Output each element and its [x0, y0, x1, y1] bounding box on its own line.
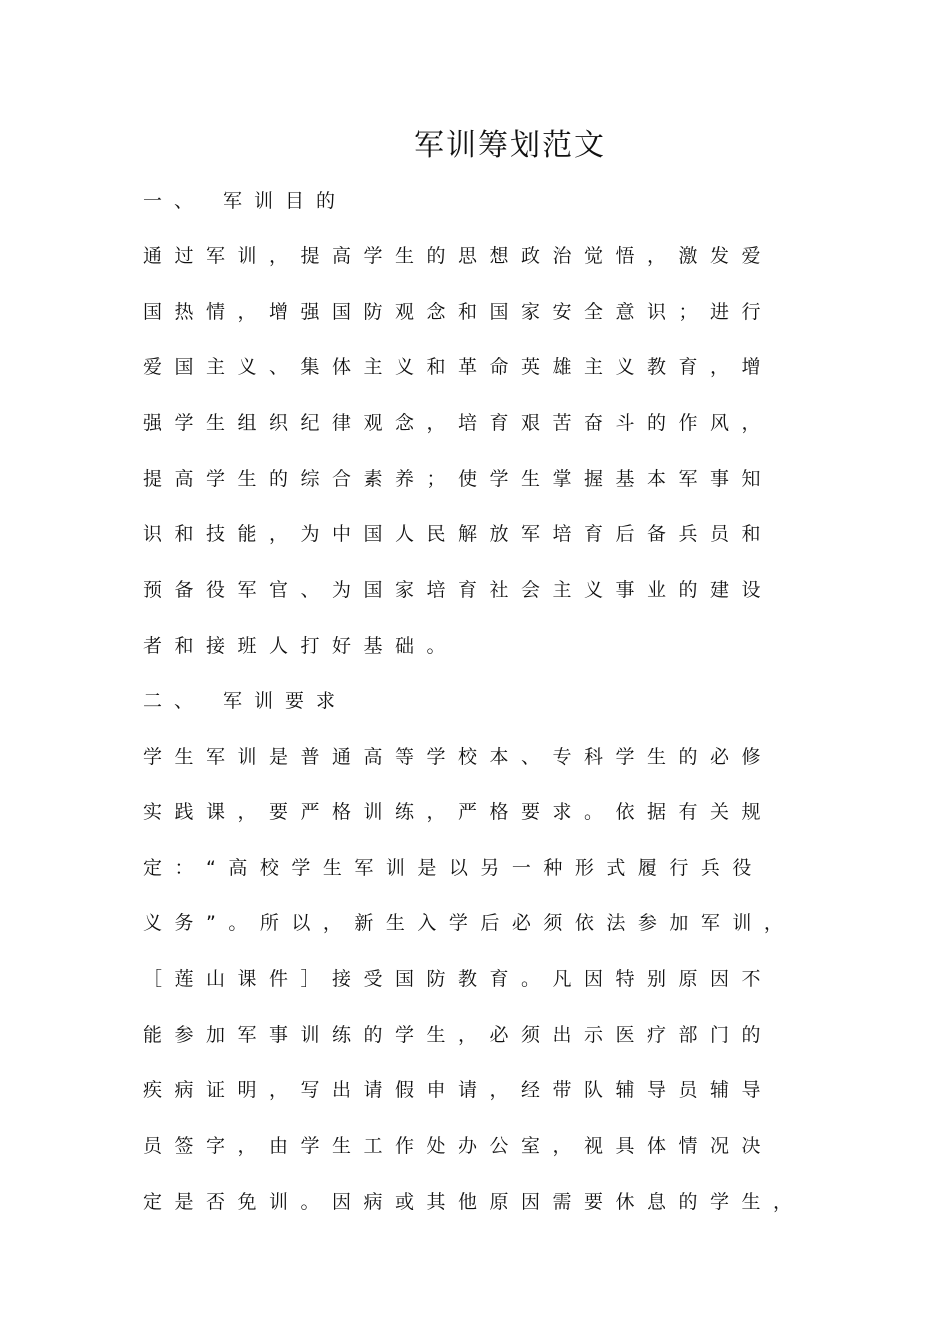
paragraph-line: 识和技能，为中国人民解放军培育后备兵员和 — [143, 523, 774, 545]
paragraph-line: 能参加军事训练的学生，必须出示医疗部门的 — [143, 1024, 774, 1046]
paragraph-line: 提高学生的综合素养；使学生掌握基本军事知 — [143, 468, 774, 490]
paragraph-line: 员签字，由学生工作处办公室，视具体情况决 — [143, 1135, 774, 1157]
paragraph-line: 定是否免训。因病或其他原因需要休息的学生， — [143, 1191, 805, 1213]
section-heading-2: 二、 军训要求 — [143, 690, 348, 712]
paragraph-line: 疾病证明，写出请假申请，经带队辅导员辅导 — [143, 1079, 774, 1101]
document-title: 军训筹划范文 — [414, 128, 606, 163]
paragraph-line: 学生军训是普通高等学校本、专科学生的必修 — [143, 746, 774, 768]
paragraph-line: 义务”。所以，新生入学后必须依法参加军训， — [143, 912, 796, 934]
paragraph-line: 爱国主义、集体主义和革命英雄主义教育，增 — [143, 356, 774, 378]
paragraph-line: 实践课，要严格训练，严格要求。依据有关规 — [143, 801, 774, 823]
paragraph-line: 通过军训，提高学生的思想政治觉悟，激发爱 — [143, 245, 774, 267]
paragraph-line: ［莲山课件］接受国防教育。凡因特别原因不 — [143, 968, 774, 990]
paragraph-line: 预备役军官、为国家培育社会主义事业的建设 — [143, 579, 774, 601]
section-heading-1: 一、 军训目的 — [143, 190, 348, 212]
paragraph-line: 国热情，增强国防观念和国家安全意识；进行 — [143, 301, 774, 323]
paragraph-line: 定：“高校学生军训是以另一种形式履行兵役 — [143, 857, 764, 879]
paragraph-line: 者和接班人打好基础。 — [143, 635, 459, 657]
paragraph-line: 强学生组织纪律观念，培育艰苦奋斗的作风， — [143, 412, 774, 434]
